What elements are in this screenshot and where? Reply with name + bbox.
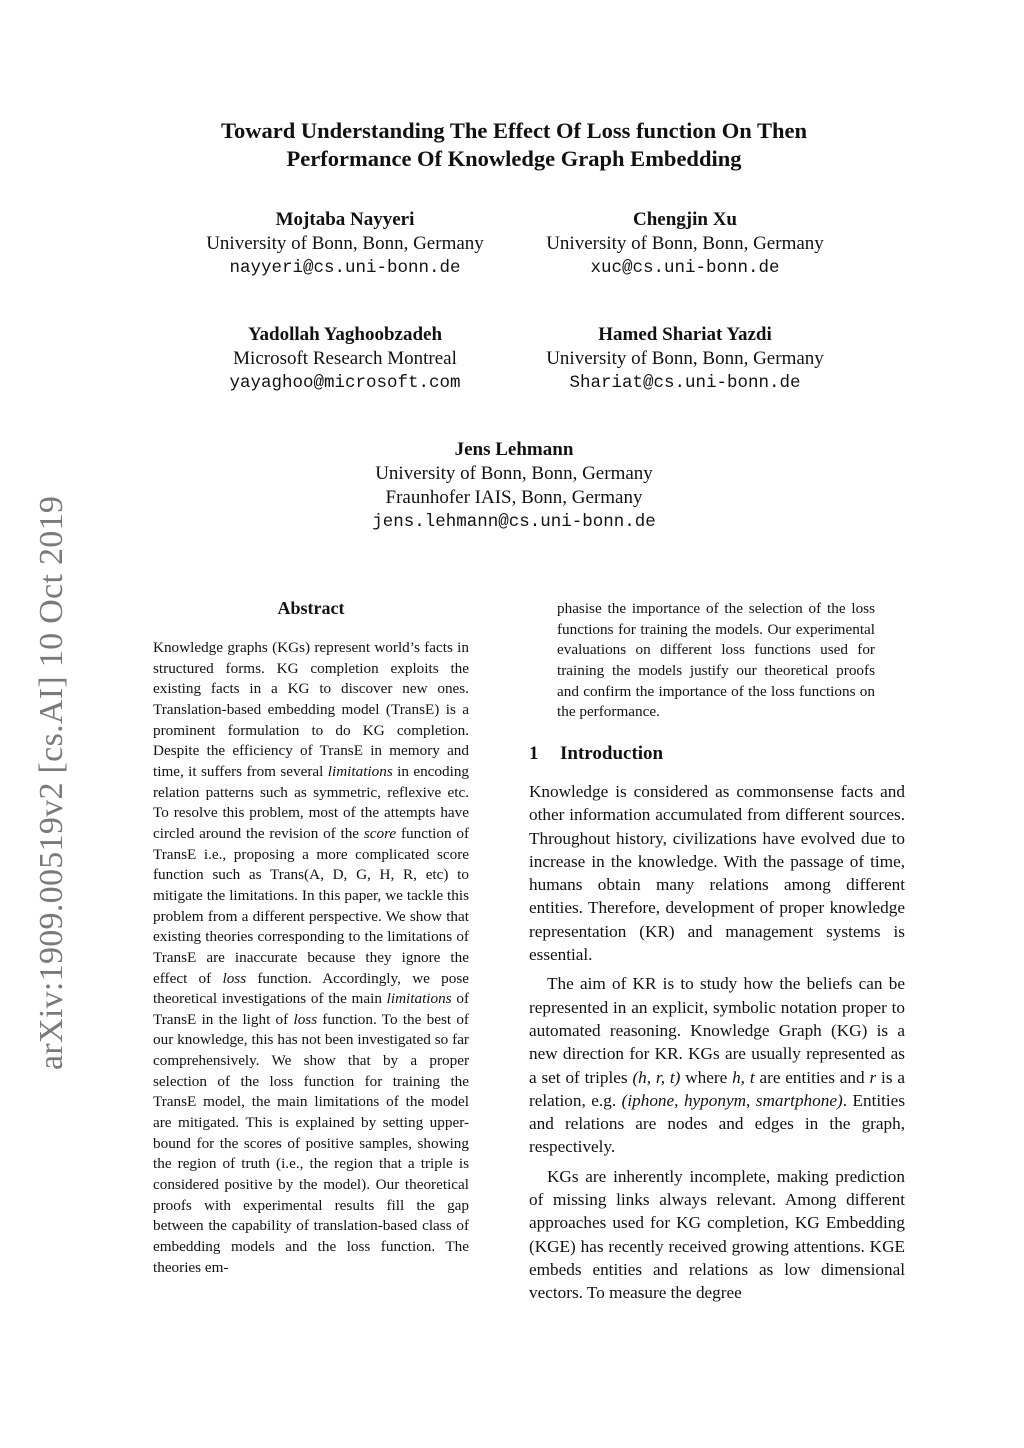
abstract-text: function. Accordingly, we pose theoretical investigations of the main <box>153 969 470 1008</box>
abstract-continuation-text: phasise the importance of the selection of the loss functions for training the models. Our experimental evaluations on different loss functions used for training the models justify our theoretical proofs and confirm the importance of the loss functions on the performance. <box>557 600 875 721</box>
author-affiliation: University of Bonn, Bonn, Germany <box>546 233 824 254</box>
section-number: 1 <box>529 743 539 764</box>
author-email[interactable]: yayaghoo@microsoft.com <box>229 373 461 393</box>
abstract-heading: Abstract <box>277 598 345 618</box>
author-name: Jens Lehmann <box>454 439 574 460</box>
author-name: Hamed Shariat Yazdi <box>598 324 772 345</box>
intro-text: are entities and <box>754 1067 870 1087</box>
author-email[interactable]: xuc@cs.uni-bonn.de <box>590 258 780 278</box>
author-email[interactable]: jens.lehmann@cs.uni-bonn.de <box>372 512 656 532</box>
abstract-text: function. To the best of our knowledge, this has not been investigated so far comprehensively. We show that by a proper selection of the loss function for training the TransE model, the main limitations of the model are mitigated. This is explained by setting upper-bound for the scores of positive samples, showing the region of truth (i.e., the region that a triple is considered positive by the model). Our theoretical proofs with experimental results fill the gap between the capability of translation-based class of embedding models and the loss function. The theories em- <box>153 1010 469 1276</box>
author-affiliation: University of Bonn, Bonn, Germany <box>375 463 653 484</box>
section-heading-introduction <box>529 742 663 766</box>
author-name: Chengjin Xu <box>633 209 737 230</box>
paper-title <box>150 117 878 173</box>
author-affiliation: Microsoft Research Montreal <box>233 348 457 369</box>
author-block <box>170 323 520 395</box>
abstract-emphasis: score <box>363 824 397 842</box>
author-block <box>264 438 764 534</box>
intro-text: is a relation, e.g. <box>529 1067 905 1110</box>
title-line-2: Performance Of Knowledge Graph Embedding <box>286 146 742 171</box>
abstract-emphasis: limitations <box>327 762 393 780</box>
intro-text: The aim of KR is to study how the beliefs can be represented in an explicit, symbolic notation proper to automated reasoning. Knowledge Graph (KG) is a new direction for KR. KGs are usually represented as a set of triples <box>529 974 905 1087</box>
abstract-emphasis: limitations <box>386 990 452 1008</box>
section-title: Introduction <box>560 743 664 764</box>
intro-paragraph-1: Knowledge is considered as commonsense facts and other information accumulated from different sources. Throughout history, civilizations have evolved due to increase in the knowledge. With the passage of time, humans obtain many relations among different entities. Therefore, development of proper knowledge representation (KR) and management systems is essential. <box>529 782 905 965</box>
intro-text: where <box>680 1067 733 1087</box>
title-line-1: Toward Understanding The Effect Of Loss function On Then <box>221 118 807 143</box>
abstract-text: in encoding relation patterns such as symmetric, reflexive etc. To resolve this problem, most of the attempts have circled around the revision of the <box>153 762 470 842</box>
author-affiliation: University of Bonn, Bonn, Germany <box>546 348 824 369</box>
abstract-emphasis: loss <box>222 969 247 987</box>
author-block <box>510 208 860 280</box>
abstract-body <box>153 638 469 1278</box>
intro-paragraph-2 <box>529 972 905 1158</box>
author-block <box>510 323 860 395</box>
abstract-continuation <box>557 599 875 723</box>
abstract-section <box>153 596 469 1278</box>
abstract-text: of TransE in the light of <box>153 990 469 1028</box>
introduction-body <box>529 780 905 1311</box>
author-email[interactable]: Shariat@cs.uni-bonn.de <box>569 373 801 393</box>
math-triple: (h, r, t) <box>632 1067 681 1087</box>
abstract-text: function of TransE i.e., proposing a more complicated score function such as Trans(A, D, G, H, R, etc) to mitigate the limitations. In this paper, we tackle this problem from a different perspective. We show that existing theories corresponding to the limitations of TransE are inaccurate because they ignore the effect of <box>153 824 470 987</box>
abstract-text: Knowledge graphs (KGs) represent world’s facts in structured forms. KG completion exploits the existing facts in a KG to discover new ones. Translation-based embedding model (TransE) is a prominent formulation to do KG completion. Despite the efficiency of TransE in memory and time, it suffers from several <box>153 639 469 780</box>
author-email[interactable]: nayyeri@cs.uni-bonn.de <box>229 258 461 278</box>
author-affiliation: University of Bonn, Bonn, Germany <box>206 233 484 254</box>
math-example-triple: (iphone, hyponym, smartphone) <box>621 1090 843 1110</box>
math-entities: h, t <box>732 1067 755 1087</box>
author-name: Yadollah Yaghoobzadeh <box>247 324 443 345</box>
arxiv-identifier-stamp: arXiv:1909.00519v2 [cs.AI] 10 Oct 2019 <box>33 495 70 1070</box>
math-relation: r <box>869 1067 877 1087</box>
author-block <box>170 208 520 280</box>
author-name: Mojtaba Nayyeri <box>275 209 415 230</box>
abstract-emphasis: loss <box>293 1010 318 1028</box>
author-affiliation-secondary: Fraunhofer IAIS, Bonn, Germany <box>385 487 643 508</box>
intro-text: . Entities and relations are nodes and edges in the graph, respectively. <box>529 1090 906 1157</box>
intro-paragraph-3: KGs are inherently incomplete, making prediction of missing links always relevant. Among different approaches used for KG completion, KG Embedding (KGE) has recently received growing attentions. KGE embeds entities and relations as low dimensional vectors. To measure the degree <box>529 1166 905 1303</box>
